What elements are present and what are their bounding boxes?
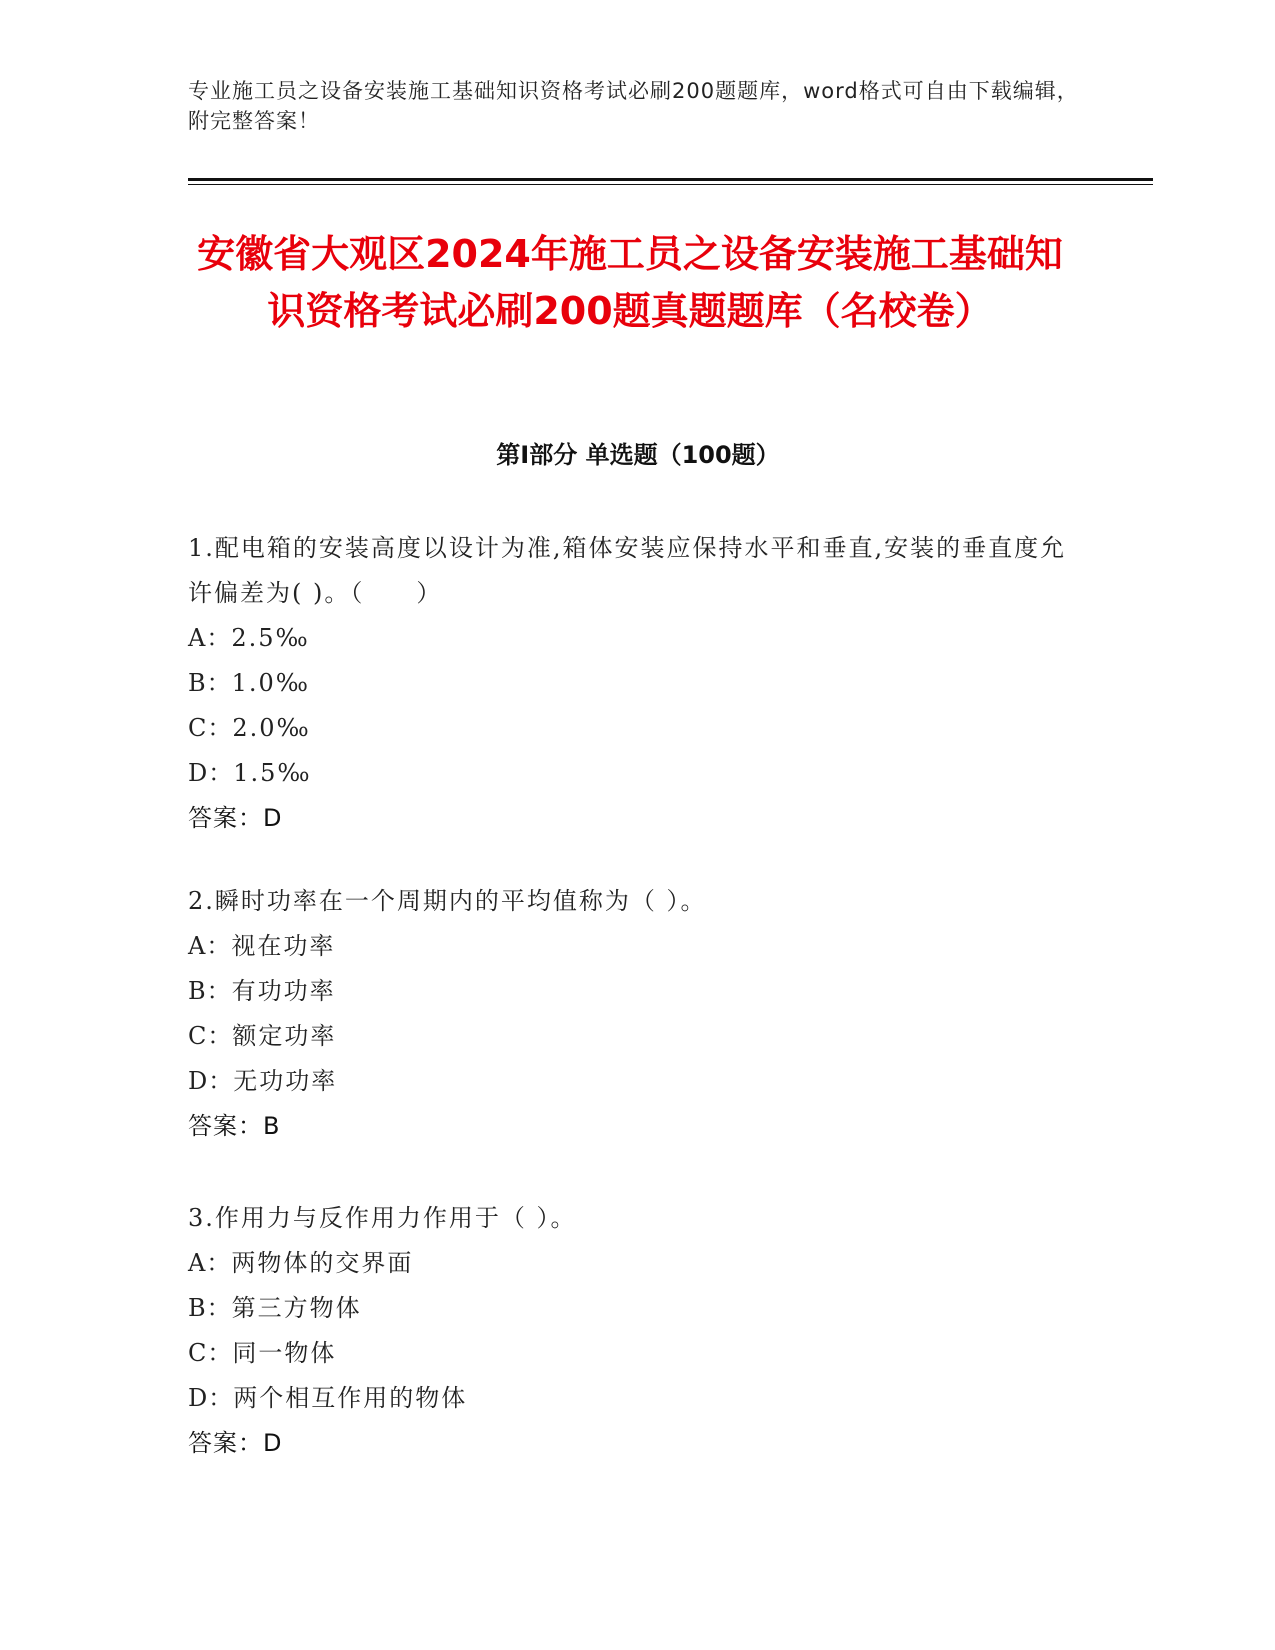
option-text: 有功功率 bbox=[231, 977, 336, 1005]
answer: 答案：D bbox=[188, 1429, 283, 1457]
question-stem: 2.瞬时功率在一个周期内的平均值称为（ ）。 bbox=[188, 887, 707, 915]
question-stem: 3.作用力与反作用力作用于（ ）。 bbox=[188, 1204, 577, 1232]
option-label: D： bbox=[188, 759, 234, 787]
option-text: 1.5‰ bbox=[233, 759, 312, 787]
document-title: 安徽省大观区2024年施工员之设备安装施工基础知识资格考试必刷200题真题题库（名校卷） bbox=[197, 232, 1063, 333]
header-note: 专业施工员之设备安装施工基础知识资格考试必刷200题题库，word格式可自由下载编辑，附完整答案！ bbox=[188, 79, 1079, 133]
option-a bbox=[188, 616, 1088, 661]
option-text: 两物体的交界面 bbox=[231, 1249, 414, 1277]
option-label: A： bbox=[188, 932, 232, 960]
question-3 bbox=[188, 1196, 1088, 1466]
option-text: 无功功率 bbox=[233, 1067, 338, 1095]
option-c bbox=[188, 1014, 1088, 1059]
option-a bbox=[188, 1241, 1088, 1286]
option-a bbox=[188, 924, 1088, 969]
option-label: B： bbox=[188, 977, 232, 1005]
option-text: 额定功率 bbox=[232, 1022, 337, 1050]
option-label: A： bbox=[188, 624, 232, 652]
option-c bbox=[188, 1331, 1088, 1376]
option-c bbox=[188, 706, 1088, 751]
option-b bbox=[188, 661, 1088, 706]
answer: 答案：B bbox=[188, 1112, 281, 1140]
option-text: 第三方物体 bbox=[231, 1294, 362, 1322]
option-text: 视在功率 bbox=[231, 932, 336, 960]
option-b bbox=[188, 1286, 1088, 1331]
option-label: D： bbox=[188, 1067, 234, 1095]
option-d bbox=[188, 1376, 1088, 1421]
section-heading: 第I部分 单选题（100题） bbox=[496, 441, 780, 469]
option-label: C： bbox=[188, 1022, 233, 1050]
question-stem: 1.配电箱的安装高度以设计为准,箱体安装应保持水平和垂直,安装的垂直度允许偏差为( )。（ ） bbox=[188, 534, 1067, 607]
question-2 bbox=[188, 879, 1088, 1149]
option-label: B： bbox=[188, 669, 232, 697]
option-label: A： bbox=[188, 1249, 232, 1277]
option-label: B： bbox=[188, 1294, 232, 1322]
option-d bbox=[188, 1059, 1088, 1104]
header-rule-thin bbox=[188, 184, 1153, 185]
option-text: 同一物体 bbox=[232, 1339, 337, 1367]
option-text: 2.0‰ bbox=[232, 714, 311, 742]
option-label: C： bbox=[188, 1339, 233, 1367]
option-label: D： bbox=[188, 1384, 234, 1412]
option-text: 2.5‰ bbox=[231, 624, 310, 652]
header-rule-thick bbox=[188, 178, 1153, 181]
option-d bbox=[188, 751, 1088, 796]
question-1 bbox=[188, 526, 1088, 841]
option-text: 1.0‰ bbox=[231, 669, 311, 697]
option-label: C： bbox=[188, 714, 233, 742]
option-text: 两个相互作用的物体 bbox=[233, 1384, 468, 1412]
answer: 答案：D bbox=[188, 804, 283, 832]
option-b bbox=[188, 969, 1088, 1014]
